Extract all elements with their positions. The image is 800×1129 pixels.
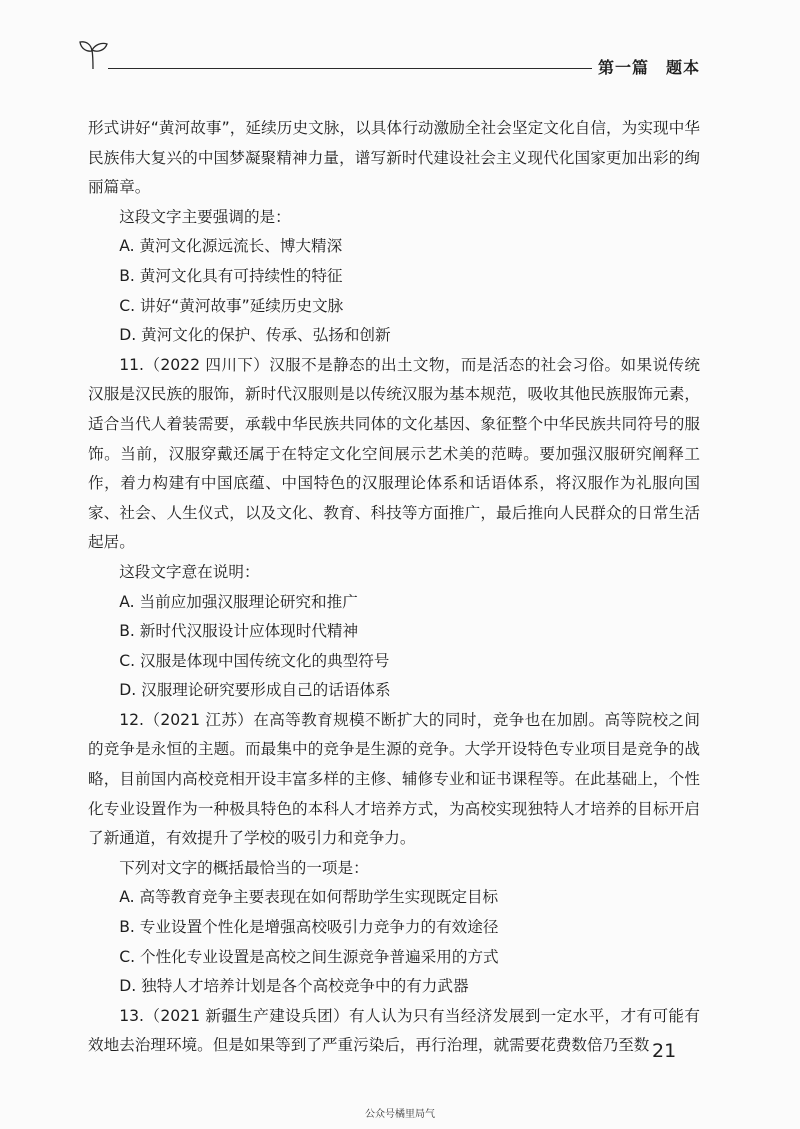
question-12-option-d: D. 独特人才培养计划是各个高校竞争中的有力武器 xyxy=(119,977,469,996)
question-12-option-a: A. 高等教育竞争主要表现在如何帮助学生实现既定目标 xyxy=(119,888,499,907)
question-11-option-a: A. 当前应加强汉服理论研究和推广 xyxy=(119,592,358,611)
question-10-prompt: 这段文字主要强调的是： xyxy=(119,207,291,226)
question-10-option-b: B. 黄河文化具有可持续性的特征 xyxy=(119,266,343,285)
question-10-option-d: D. 黄河文化的保护、传承、弘扬和创新 xyxy=(119,326,391,345)
page-number: 21 xyxy=(652,1040,677,1062)
question-12-prompt: 下列对文字的概括最恰当的一项是： xyxy=(119,858,369,877)
question-10-option-c: C. 讲好“黄河故事”延续历史文脉 xyxy=(119,296,344,315)
header-rule xyxy=(108,68,586,69)
page-body xyxy=(88,114,700,1061)
question-11-prompt: 这段文字意在说明： xyxy=(119,562,260,581)
header-rule-tick xyxy=(586,68,592,69)
question-10-passage-tail: 形式讲好“黄河故事”，延续历史文脉，以具体行动激励全社会坚定文化自信，为实现中华民族伟大复兴的中国梦凝聚精神力量，谱写新时代建设社会主义现代化国家更加出彩的绚丽篇章。 xyxy=(88,119,700,197)
question-11-option-b: B. 新时代汉服设计应体现时代精神 xyxy=(119,622,359,641)
page-header xyxy=(0,0,800,100)
question-12-option-c: C. 个性化专业设置是高校之间生源竞争普遍采用的方式 xyxy=(119,947,499,966)
section-title: 第一篇 题本 xyxy=(598,58,701,77)
question-11-passage: 11.（2022 四川下）汉服不是静态的出土文物，而是活态的社会习俗。如果说传统汉服是汉民族的服饰，新时代汉服则是以传统汉服为基本规范，吸收其他民族服饰元素，适合当代人着装需要，承载中华民族共同体的文化基因、象征整个中华民族共同符号的服饰。当前，汉服穿戴还属于在特定文化空间展示艺术美的范畴。要加强汉服研究阐释工作，着力构建有中国底蕴、中国特色的汉服理论体系和话语体系，将汉服作为礼服向国家、社会、人生仪式，以及文化、教育、科技等方面推广，最后推向人民群众的日常生活起居。 xyxy=(88,355,700,552)
question-13-passage: 13.（2021 新疆生产建设兵团）有人认为只有当经济发展到一定水平，才有可能有效地去治理环境。但是如果等到了严重污染后，再行治理，就需要花费数倍乃至数 xyxy=(88,1006,700,1055)
sprout-icon xyxy=(76,36,110,70)
footer-watermark: 公众号橘里局气 xyxy=(365,1109,435,1120)
question-10-option-a: A. 黄河文化源远流长、博大精深 xyxy=(119,237,343,256)
question-12-passage: 12.（2021 江苏）在高等教育规模不断扩大的同时，竞争也在加剧。高等院校之间的竞争是永恒的主题。而最集中的竞争是生源的竞争。大学开设特色专业项目是竞争的战略，目前国内高校竞相开设丰富多样的主修、辅修专业和证书课程等。在此基础上，个性化专业设置作为一种极具特色的本科人才培养方式，为高校实现独特人才培养的目标开启了新通道，有效提升了学校的吸引力和竞争力。 xyxy=(88,710,700,848)
question-11-option-d: D. 汉服理论研究要形成自己的话语体系 xyxy=(119,681,391,700)
question-12-option-b: B. 专业设置个性化是增强高校吸引力竞争力的有效途径 xyxy=(119,918,499,937)
question-11-option-c: C. 汉服是体现中国传统文化的典型符号 xyxy=(119,651,390,670)
